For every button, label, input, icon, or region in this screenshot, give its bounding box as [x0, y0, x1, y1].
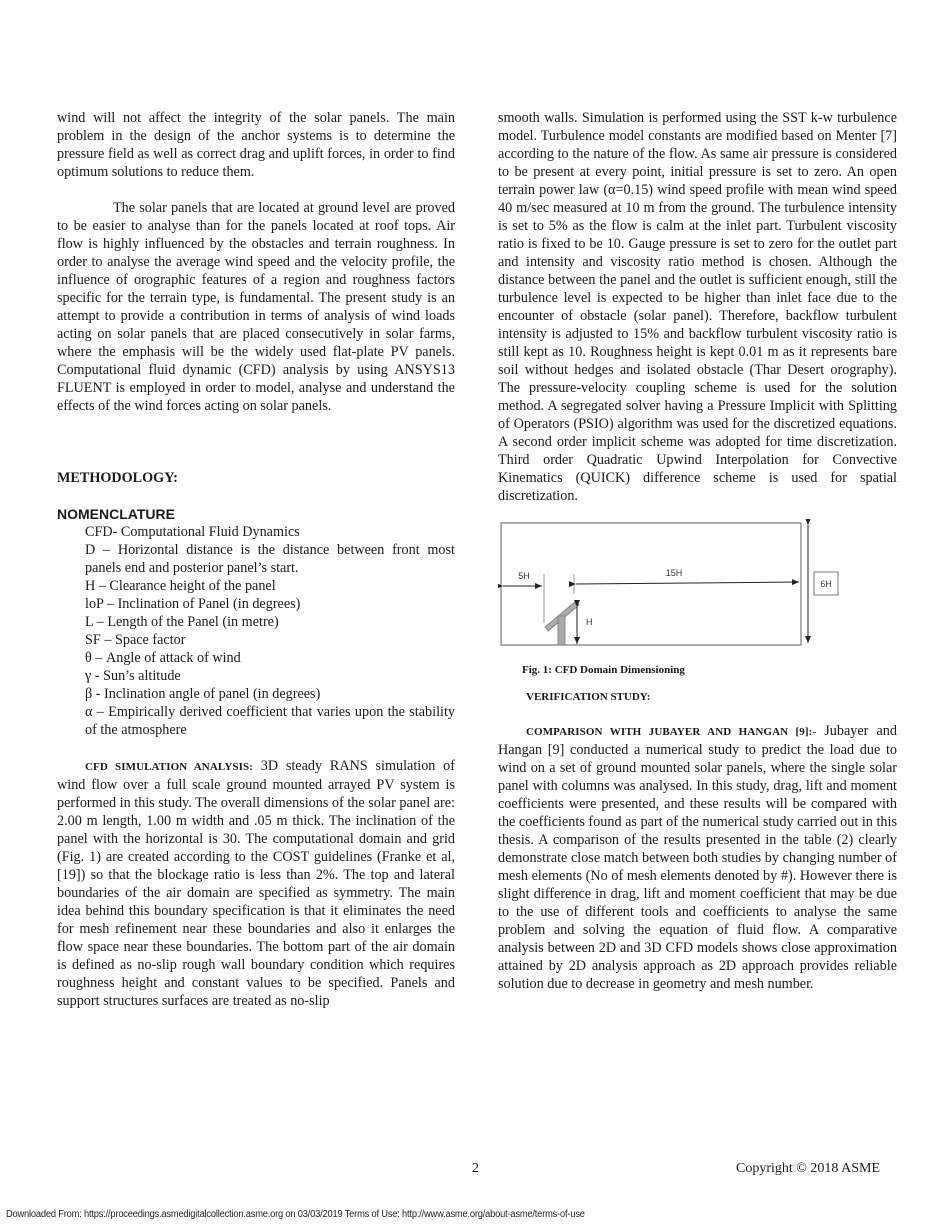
cfd-simulation-heading: CFD SIMULATION ANALYSIS: — [85, 761, 253, 773]
left-column — [57, 109, 455, 1010]
comparison-text: Jubayer and Hangan [9] conducted a numerical study to predict the load due to wind on a set of ground mounted solar panels, where the single solar panel with columns was analysed. In this study, drag, lift and moment coefficients were presented, and these results will be compared with the coefficients found as part of the numerical study carried out in this thesis. A comparison of the results presented in the table (2) clearly demonstrate close match between both studies by changing number of mesh elements (No of mesh elements denoted by #). However there is slight difference in drag, lift and moment coefficient that may be due to the use of different tools and coefficients to analyse the same problem and solving the equation of fluid flow. A comparative analysis between 2D and 3D CFD models shows close approximation attained by 2D analysis approach as 2D approach provides reliable solution due to decrease in geometry and mesh number. — [498, 723, 897, 992]
nomenclature-item: L – Length of the Panel (in metre) — [85, 614, 279, 630]
nomenclature-item: α – Empirically derived coefficient that varies upon the stability of the atmosphere — [85, 704, 455, 738]
intro-paragraph-solar-panels: The solar panels that are located at ground level are proved to be easier to analyse than for the panels located at roof tops. Air flow is highly influenced by the obstacles and terrain roughness. In order to analyse the average wind speed and the velocity profile, the influence of orographic features of a region and roughness factors specific for the terrain type, is fundamental. The present study is an attempt to provide a contribution in terms of analysis of wind loads acting on solar panels that are placed consecutively in solar farms, where the emphasis will be the widely used flat-plate PV panels. Computational fluid dynamic (CFD) analysis by using ANSYS13 FLUENT is employed in order to model, analyse and understand the effects of the wind forces acting on solar panels. — [57, 200, 455, 414]
nomenclature-item: loP – Inclination of Panel (in degrees) — [85, 596, 301, 612]
download-notice: Downloaded From: https://proceedings.asmedigitalcollection.asme.org on 03/03/2019 Terms of Use: http://www.asme.org/about-asme/terms-of-use — [6, 1209, 585, 1220]
nomenclature-item: SF – Space factor — [85, 632, 186, 648]
cfd-domain-figure — [498, 519, 858, 651]
cfd-domain-diagram — [498, 519, 858, 651]
nomenclature-item: β - Inclination angle of panel (in degrees) — [85, 686, 321, 702]
right-column — [498, 109, 897, 993]
cfd-simulation-paragraph — [57, 757, 455, 1010]
label-h: H — [586, 617, 593, 627]
label-15h: 15H — [665, 568, 683, 578]
cfd-simulation-text: 3D steady RANS simulation of wind flow over a full scale ground mounted arrayed PV system is performed in this study. The overall dimensions of the solar panel are: 2.00 m length, 1.00 m width and .05 m thick. The inclination of the panel with the horizontal is 30. The computational domain and grid (Fig. 1) are created according to the COST guidelines (Franke et al, [19]) so that the blockage ratio is less than 2%. The top and lateral boundaries of the air domain are specified as symmetry. The main idea behind this boundary specification is that it eliminates the need for mesh refinement near these boundaries and also it enlarges the flow space near these boundaries. The bottom part of the air domain is defined as no-slip rough wall boundary condition which requires roughness height and constant values to be specified. Panels and support structures surfaces are treated as no-slip — [57, 758, 455, 1009]
intro-paragraph-continued: wind will not affect the integrity of the solar panels. The main problem in the design of the anchor systems is to determine the pressure field as well as correct drag and uplift forces, in order to find optimum solutions to reduce them. — [57, 110, 455, 180]
comparison-paragraph — [498, 722, 897, 993]
label-6h: 6H — [820, 579, 832, 589]
figure-caption: Fig. 1: CFD Domain Dimensioning — [522, 664, 685, 676]
nomenclature-item: γ - Sun’s altitude — [85, 668, 181, 684]
label-5h: 5H — [518, 571, 530, 581]
simulation-settings-paragraph: smooth walls. Simulation is performed using the SST k-w turbulence model. Turbulence model constants are modified based on Menter [7] according to the nature of the flow. As same air pressure is considered to be present at every point, initial pressure is set to zero. An open terrain power law (α=0.15) wind speed profile with mean wind speed 40 m/sec measured at 10 m from the ground. The turbulence intensity is set to 5% as the flow is calm at the inlet part. Turbulent viscosity ratio is fixed to be 10. Gauge pressure is set to zero for the outlet part and intensity and viscosity ratio method is chosen. Although the distance between the panel and the outlet is sufficient enough, still the turbulence level is expected to be higher than inlet face due to the encounter of obstacle (solar panel). Therefore, backflow turbulent intensity is adjusted to 15% and backflow turbulent viscosity ratio is still kept as 10. Roughness height is kept 0.01 m as it represents bare soil without hedges and isolated obstacle (Thar Desert orography). The pressure-velocity coupling scheme is used for the solution method. A segregated solver having a Pressure Implicit with Splitting of Operators (PSIO) algorithm was used for the discretized equations. A second order implicit scheme was adopted for time discretization. Third order Quadratic Upwind Interpolation for Convective Kinematics (QUICK) difference scheme is used for spatial discretization. — [498, 110, 897, 504]
copyright-notice: Copyright © 2018 ASME — [736, 1161, 881, 1176]
nomenclature-list — [57, 523, 455, 739]
page-number: 2 — [472, 1161, 479, 1176]
nomenclature-item: D – Horizontal distance is the distance between front most panels end and posterior panel’s start. — [85, 542, 455, 576]
nomenclature-item: CFD- Computational Fluid Dynamics — [85, 524, 300, 540]
nomenclature-heading: NOMENCLATURE — [57, 506, 175, 522]
verification-heading: VERIFICATION STUDY: — [526, 691, 651, 703]
methodology-heading: METHODOLOGY: — [57, 470, 178, 486]
comparison-heading: COMPARISON WITH JUBAYER AND HANGAN [9]:- — [526, 726, 817, 738]
nomenclature-item: H – Clearance height of the panel — [85, 578, 276, 594]
nomenclature-item: θ – Angle of attack of wind — [85, 650, 241, 666]
